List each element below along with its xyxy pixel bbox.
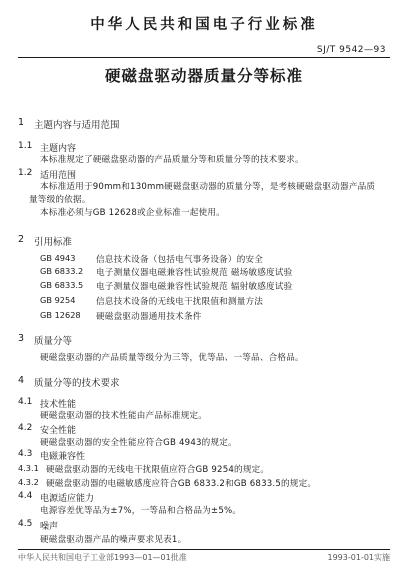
section-4-5-text: 硬磁盘驱动器产品的噪声要求见表1。 (40, 535, 187, 545)
section-2-number: 2 (18, 234, 25, 245)
section-4-1-text: 硬磁盘驱动器的技术性能由产品标准规定。 (40, 411, 208, 421)
section-3-title: 质量分等 (34, 336, 73, 347)
section-4-number: 4 (18, 375, 25, 386)
footer-rule (18, 549, 390, 550)
section-1-1-number: 1.1 (18, 141, 33, 151)
section-4-2-number: 4.2 (18, 423, 33, 433)
ref-title: 电子测量仪器电磁兼容性试验规范 辐射敏感度试验 (96, 282, 293, 292)
agency-title: 中华人民共和国电子行业标准 (90, 17, 318, 33)
section-4-3-2-number: 4.3.2 (18, 477, 39, 487)
section-2-title: 引用标准 (34, 237, 73, 248)
section-1-number: 1 (18, 117, 25, 128)
section-4-3-title: 电磁兼容性 (40, 452, 86, 462)
section-1-2-title: 适用范围 (40, 171, 77, 181)
implementation-date: 1993-01-01实施 (327, 553, 390, 562)
ref-code: GB 6833.5 (40, 280, 84, 290)
section-1-2-line-1: 本标准适用于90mm和130mm硬磁盘驱动器的质量分等，是考核硬磁盘驱动器产品质 (40, 182, 376, 192)
ref-title: 硬磁盘驱动器通用技术条件 (96, 312, 202, 322)
ref-code: GB 4943 (40, 253, 76, 263)
ref-title: 信息技术设备（包括电气事务设备）的安全 (96, 255, 264, 265)
section-4-1-title: 技术性能 (40, 400, 77, 410)
ref-title: 信息技术设备的无线电干扰限值和测量方法 (96, 297, 264, 307)
section-4-3-1-number: 4.3.1 (18, 463, 39, 473)
section-1-1-text: 本标准规定了硬磁盘驱动器的产品质量分等和质量分等的技术要求。 (40, 155, 304, 165)
section-3-number: 3 (18, 333, 25, 344)
section-1-2-number: 1.2 (18, 168, 33, 178)
standard-number: SJ/T 9542—93 (316, 45, 386, 55)
section-1-title: 主题内容与适用范围 (34, 120, 120, 131)
section-4-3-number: 4.3 (18, 449, 33, 459)
section-1-2-line-2: 量等级的依据。 (29, 195, 91, 205)
section-3-text: 硬磁盘驱动器的产品质量等级分为三等，优等品、一等品、合格品。 (40, 353, 304, 363)
document-title: 硬磁盘驱动器质量分等标准 (104, 67, 303, 85)
section-4-5-title: 噪声 (40, 522, 59, 532)
header-rule (18, 57, 390, 58)
section-4-4-number: 4.4 (18, 491, 33, 501)
ref-title: 电子测量仪器电磁兼容性试验规范 磁场敏感度试验 (96, 268, 293, 278)
section-1-2-line-3: 本标准必须与GB 12628或企业标准一起使用。 (40, 208, 225, 218)
ref-code: GB 12628 (40, 310, 81, 320)
section-4-2-text: 硬磁盘驱动器的安全性能应符合GB 4943的规定。 (40, 438, 237, 448)
ref-code: GB 9254 (40, 295, 76, 305)
section-4-3-1-text: 硬磁盘驱动器的无线电干扰限值应符合GB 9254的规定。 (46, 465, 270, 475)
section-4-title: 质量分等的技术要求 (34, 378, 120, 389)
section-4-4-title: 电源适应能力 (40, 494, 95, 504)
section-4-5-number: 4.5 (18, 519, 33, 529)
section-4-4-text: 电源容差优等品为±7%，一等品和合格品为±5%。 (40, 506, 242, 516)
section-1-1-title: 主题内容 (40, 144, 77, 154)
approval-date: 中华人民共和国电子工业部1993—01—01批准 (18, 553, 187, 562)
section-4-2-title: 安全性能 (40, 426, 77, 436)
section-4-3-2-text: 硬磁盘驱动器的电磁敏感度应符合GB 6833.2和GB 6833.5的规定。 (46, 479, 317, 489)
section-4-1-number: 4.1 (18, 397, 33, 407)
ref-code: GB 6833.2 (40, 266, 84, 276)
